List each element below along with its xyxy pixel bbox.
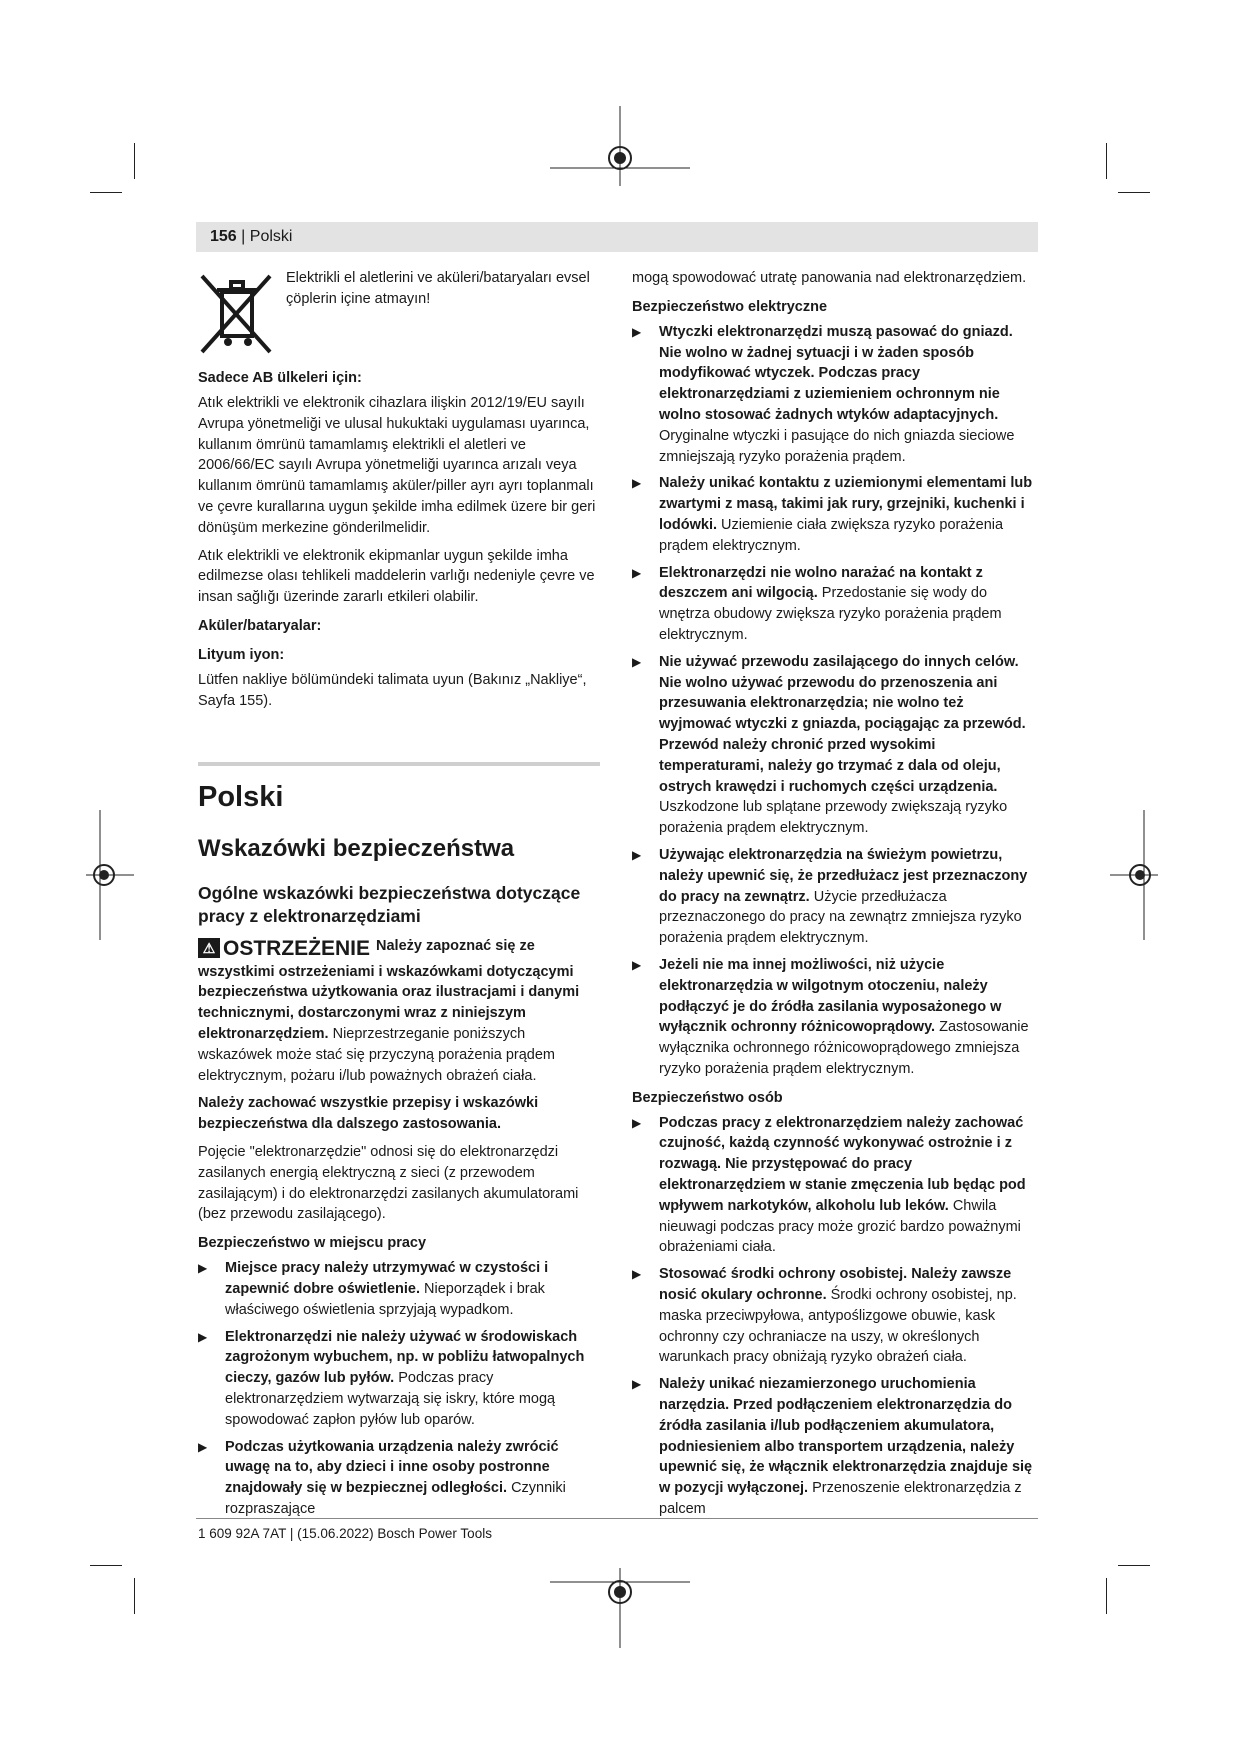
crop-mark (1106, 1578, 1107, 1614)
crossed-bin-icon (198, 270, 274, 356)
section-rule (198, 762, 600, 766)
lithium-text: Lütfen nakliye bölümündeki talimata uyun (Bakınız „Nakliye“, Sayfa 155). (198, 671, 587, 709)
crop-mark (134, 1578, 135, 1614)
warning-text: Nieprzestrzeganie poniższych wskazówek może stać się przyczyną porażenia prądem elektrycznym, pożaru i/lub poważnych obrażeń ciała. (198, 1025, 556, 1084)
page-header (196, 222, 1038, 252)
crop-mark (1118, 1565, 1150, 1566)
header-separator: | (241, 228, 246, 245)
list-item: ▶ Używając elektronarzędzia na świeżym powietrzu, należy upewnić się, że przedłużacz jest przeznaczony do pracy na zewnątrz. Użycie przedłużacza przeznaczonego do pracy na zewnątrz zmniejsza ryzyko porażenia prądem elektrycznym. (632, 845, 1038, 949)
eu-heading: Sadece AB ülkeleri için: (198, 370, 362, 386)
warning-bold: Należy zapoznać się ze wszystkimi ostrzeżeniami i wskazówkami dotyczącymi bezpieczeństwa użytkowania oraz ilustracjami i danymi technicznymi, dostarczonymi wraz z niniejszym elektronarzędziem. (198, 937, 580, 1042)
eu-paragraph-2: Atık elektrikli ve elektronik ekipmanlar uygun şekilde imha edilmezse olası tehlikeli maddelerin varlığı nedeniyle çevre ve insan sağlığı üzerinde zararlı etkileri olabilir. (198, 547, 595, 606)
page-number: 156 (210, 228, 237, 245)
registration-mark-top (550, 106, 690, 186)
weee-text: Elektrikli el aletlerini ve aküleri/bataryaları evsel çöplerin içine atmayın! (286, 270, 590, 307)
left-column (198, 268, 600, 1526)
list-item: ▶ Należy unikać kontaktu z uziemionymi elementami lub zwartymi z masą, takimi jak rury, grzejniki, kuchenki i lodówki. Uziemienie ciała zwiększa ryzyko porażenia prądem elektrycznym. (632, 473, 1038, 556)
workplace-heading: Bezpieczeństwo w miejscu pracy (198, 1235, 427, 1252)
safety-title: Wskazówki bezpieczeństwa (198, 834, 515, 862)
personal-list (632, 1113, 1038, 1520)
lithium-heading: Lityum iyon: (198, 646, 285, 663)
warning-label: ⚠ OSTRZEŻENIE (198, 936, 370, 962)
weee-notice (198, 268, 600, 360)
list-item: ▶ Miejsce pracy należy utrzymywać w czystości i zapewnić dobre oświetlenie. Nieporządek i brak właściwego oświetlenia sprzyjają wypadkom. (198, 1258, 600, 1320)
registration-mark-left (86, 810, 134, 940)
list-item: ▶ Stosować środki ochrony osobistej. Należy zawsze nosić okulary ochronne. Środki ochrony osobistej, np. maska przeciwpyłowa, antypoślizgowe obuwie, kask ochronny czy ochraniacze na uszy, w określonych warunkach pracy obniżają ryzyko obrażeń ciała. (632, 1264, 1038, 1368)
electrical-list (632, 322, 1038, 1080)
general-safety-title: Ogólne wskazówki bezpieczeństwa dotyczące pracy z elektronarzędziami (198, 882, 581, 926)
warning-paragraph (198, 936, 600, 1087)
workplace-list (198, 1258, 600, 1520)
crop-mark (1106, 143, 1107, 179)
section-title: Polski (198, 780, 284, 813)
warning-triangle-icon: ⚠ (198, 938, 220, 958)
continued-text: mogą spowodować utratę panowania nad elektronarzędziem. (632, 270, 1027, 286)
page-footer: 1 609 92A 7AT | (15.06.2022) Bosch Power Tools (198, 1526, 492, 1541)
list-item: ▶ Podczas użytkowania urządzenia należy zwrócić uwagę na to, aby dzieci i inne osoby postronne znajdowały się w bezpiecznej odległości. Czynniki rozpraszające (198, 1437, 600, 1520)
crop-mark (1118, 192, 1150, 193)
electrical-heading: Bezpieczeństwo elektryczne (632, 298, 828, 315)
eu-paragraph-1: Atık elektrikli ve elektronik cihazlara ilişkin 2012/19/EU sayılı Avrupa yönetmeliği ve ulusal hukuktaki uygulaması uyarınca, kullanım ömrünü tamamlamış elektrikli el aletleri ve 2006/66/EC sayılı Avrupa yönetmeliği uyarınca arızalı veya kullanım ömrünü tamamlamış aküler/piller ayrı ayrı toplanmalı ve çevre kurallarına uygun şekilde imha edilmek üzere bir geri dönüşüm merkezine gönderilmelidir. (198, 395, 596, 536)
crop-mark (90, 1565, 122, 1566)
list-item: ▶ Jeżeli nie ma innej możliwości, niż użycie elektronarzędzia w wilgotnym otoczeniu, należy podłączyć je do źródła zasilania wyposażonego w wyłącznik ochronny różnicowoprądowy. Zastosowanie wyłącznika ochronnego różnicowoprądowego zmniejsza ryzyko porażenia prądem elektrycznym. (632, 955, 1038, 1080)
list-item: ▶ Wtyczki elektronarzędzi muszą pasować do gniazd. Nie wolno w żadnej sytuacji i w żaden sposób modyfikować wtyczek. Podczas pracy elektronarzędziami z uziemieniem ochronnym nie wolno stosować żadnych wtyków adaptacyjnych. Oryginalne wtyczki i pasujące do nich gniazda sieciowe zmniejszają ryzyko porażenia prądem. (632, 322, 1038, 468)
personal-heading: Bezpieczeństwo osób (632, 1089, 783, 1106)
crop-mark (90, 192, 122, 193)
right-column (632, 268, 1038, 1526)
keep-instructions: Należy zachować wszystkie przepisy i wskazówki bezpieczeństwa dla dalszego zastosowania. (198, 1095, 539, 1133)
list-item: ▶ Należy unikać niezamierzonego uruchomienia narzędzia. Przed podłączeniem elektronarzędzia do źródła zasilania i/lub podłączeniem akumulatora, podniesieniem albo transportem urządzenia, należy upewnić się, że włącznik elektronarzędzia znajduje się w pozycji wyłączonej. Przenoszenie elektronarzędzia z palcem (632, 1374, 1038, 1520)
registration-mark-bottom (550, 1568, 690, 1648)
list-item: ▶ Podczas pracy z elektronarzędziem należy zachować czujność, każdą czynność wykonywać ostrożnie i z rozwagą. Nie przystępować do pracy elektronarzędziem w stanie zmęczenia lub będąc pod wpływem narkotyków, alkoholu lub leków. Chwila nieuwagi podczas pracy może grozić bardzo poważnymi obrażeniami ciała. (632, 1113, 1038, 1259)
crop-mark (134, 143, 135, 179)
list-item: ▶ Nie używać przewodu zasilającego do innych celów. Nie wolno używać przewodu do przenoszenia ani przesuwania elektronarzędzia; nie wolno też wyjmować wtyczki z gniazda, pociągając za przewód. Przewód należy chronić przed wysokimi temperaturami, należy go trzymać z dala od oleju, ostrych krawędzi i ruchomych części urządzenia. Uszkodzone lub splątane przewody zwiększają ryzyko porażenia prądem elektrycznym. (632, 652, 1038, 839)
term-definition: Pojęcie "elektronarzędzie" odnosi się do elektronarzędzi zasilanych energią elektryczną z sieci (z przewodem zasilającym) i do elektronarzędzi zasilanych akumulatorami (bez przewodu zasilającego). (198, 1143, 579, 1223)
list-item: ▶ Elektronarzędzi nie wolno narażać na kontakt z deszczem ani wilgocią. Przedostanie się wody do wnętrza obudowy zwiększa ryzyko porażenia prądem elektrycznym. (632, 563, 1038, 646)
registration-mark-right (1110, 810, 1158, 940)
footer-rule (196, 1518, 1038, 1519)
header-language: Polski (249, 228, 293, 245)
batteries-heading: Aküler/bataryalar: (198, 617, 322, 634)
list-item: ▶ Elektronarzędzi nie należy używać w środowiskach zagrożonym wybuchem, np. w pobliżu łatwopalnych cieczy, gazów lub pyłów. Podczas pracy elektronarzędziem wytwarzają się iskry, które mogą spowodować zapłon pyłów lub oparów. (198, 1327, 600, 1431)
